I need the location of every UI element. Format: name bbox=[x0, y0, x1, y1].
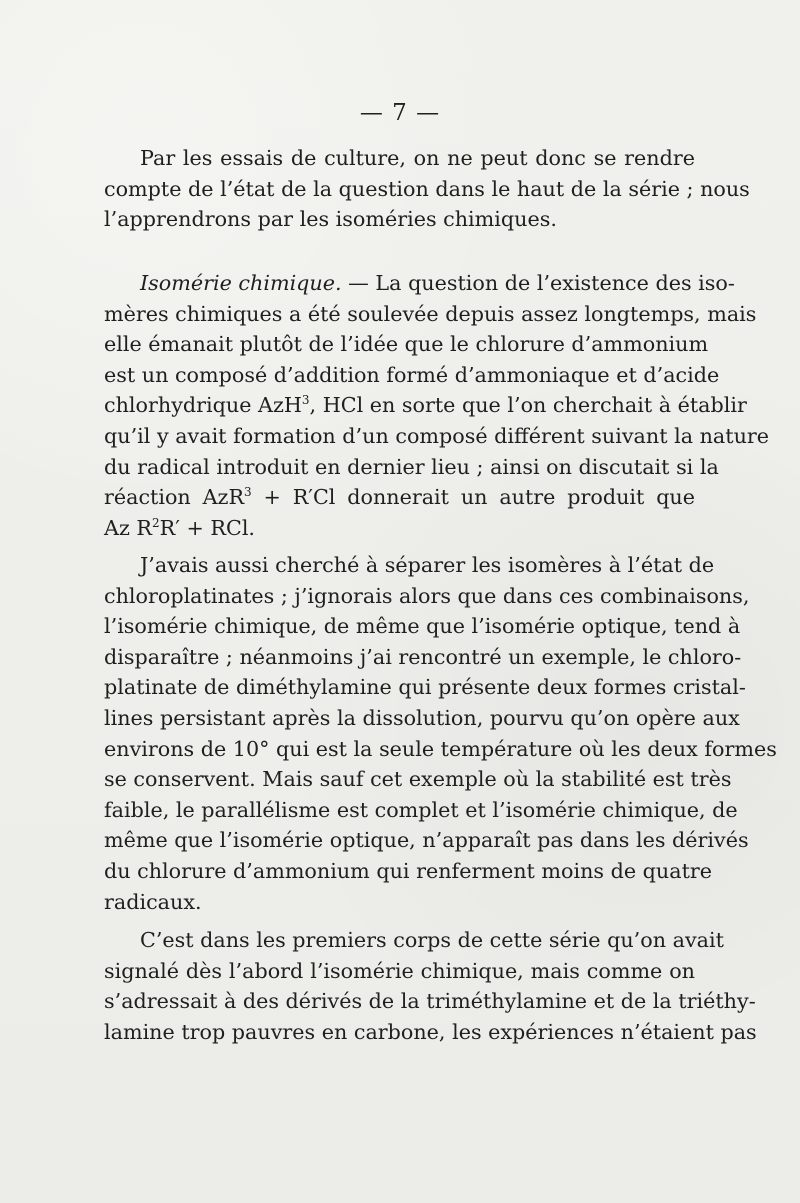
text-line: disparaître ; néanmoins j’ai rencontré un exemple, le chloro- bbox=[104, 644, 742, 669]
text-line: du chlorure d’ammonium qui renferment moins de quatre bbox=[104, 858, 713, 883]
text-line bbox=[104, 482, 695, 513]
text-line: l’apprendrons par les isoméries chimiques. bbox=[104, 207, 557, 232]
text-line: se conservent. Mais sauf cet exemple où la stabilité est très bbox=[104, 767, 732, 792]
text-line: signalé dès l’abord l’isomérie chimique, mais comme on bbox=[104, 958, 695, 983]
text-segment: réaction AzR bbox=[104, 485, 245, 510]
page-number: — 7 — bbox=[359, 100, 441, 126]
text-line: radicaux. bbox=[104, 889, 202, 914]
text-line: lines persistant après la dissolution, pourvu qu’on opère aux bbox=[104, 705, 740, 730]
text-line bbox=[104, 390, 747, 421]
text-line: lamine trop pauvres en carbone, les expériences n’étaient pas bbox=[104, 1019, 757, 1044]
text-line: platinate de diméthylamine qui présente deux formes cristal- bbox=[104, 675, 746, 700]
superscript: 3 bbox=[244, 485, 252, 500]
text-line: Par les essais de culture, on ne peut donc se rendre bbox=[140, 146, 695, 170]
paragraph-culture-tests bbox=[104, 143, 750, 235]
paragraph-chemical-isomerism bbox=[104, 268, 770, 543]
text-line: environs de 10° qui est la seule température où les deux formes bbox=[104, 736, 777, 761]
text-line: du radical introduit en dernier lieu ; ainsi on discutait si la bbox=[104, 454, 719, 479]
text-line: s’adressait à des dérivés de la triméthylamine et de la triéthy- bbox=[104, 989, 756, 1014]
text-segment: + R′Cl donnerait un autre produit que bbox=[251, 485, 695, 510]
text-line: elle émanait plutôt de l’idée que le chlorure d’ammonium bbox=[104, 332, 709, 357]
paragraph-series-beginning bbox=[104, 925, 757, 1047]
text-line: C’est dans les premiers corps de cette série qu’on avait bbox=[140, 928, 724, 952]
text-line bbox=[104, 268, 735, 299]
text-segment: , HCl en sorte que l’on cherchait à établir bbox=[309, 393, 747, 418]
paragraph-chloroplatinates bbox=[104, 550, 777, 917]
text-segment: + RCl. bbox=[179, 515, 256, 540]
text-line: qu’il y avait formation d’un composé différent suivant la nature bbox=[104, 423, 770, 448]
text-line: l’isomérie chimique, de même que l’isomérie optique, tend à bbox=[104, 614, 741, 639]
text-line: mères chimiques a été soulevée depuis assez longtemps, mais bbox=[104, 301, 757, 326]
text-line: est un composé d’addition formé d’ammoniaque et d’acide bbox=[104, 362, 720, 387]
text-segment: R′ bbox=[159, 515, 180, 540]
text-line bbox=[104, 513, 695, 544]
text-segment: Az R bbox=[104, 515, 152, 540]
superscript: 2 bbox=[152, 515, 160, 530]
section-heading-inline: Isomérie chimique. bbox=[140, 271, 342, 295]
text-segment: chlorhydrique AzH bbox=[104, 393, 302, 418]
superscript: 3 bbox=[301, 393, 310, 408]
text-line: compte de l’état de la question dans le haut de la série ; nous bbox=[104, 176, 750, 201]
text-line: J’avais aussi cherché à séparer les isomères à l’état de bbox=[140, 553, 715, 577]
text-line: chloroplatinates ; j’ignorais alors que dans ces combinaisons, bbox=[104, 583, 750, 608]
text-line: même que l’isomérie optique, n’apparaît pas dans les dérivés bbox=[104, 828, 749, 853]
text-line: faible, le parallélisme est complet et l’isomérie chimique, de bbox=[104, 797, 738, 822]
text-segment: — La question de l’existence des iso- bbox=[341, 271, 735, 295]
